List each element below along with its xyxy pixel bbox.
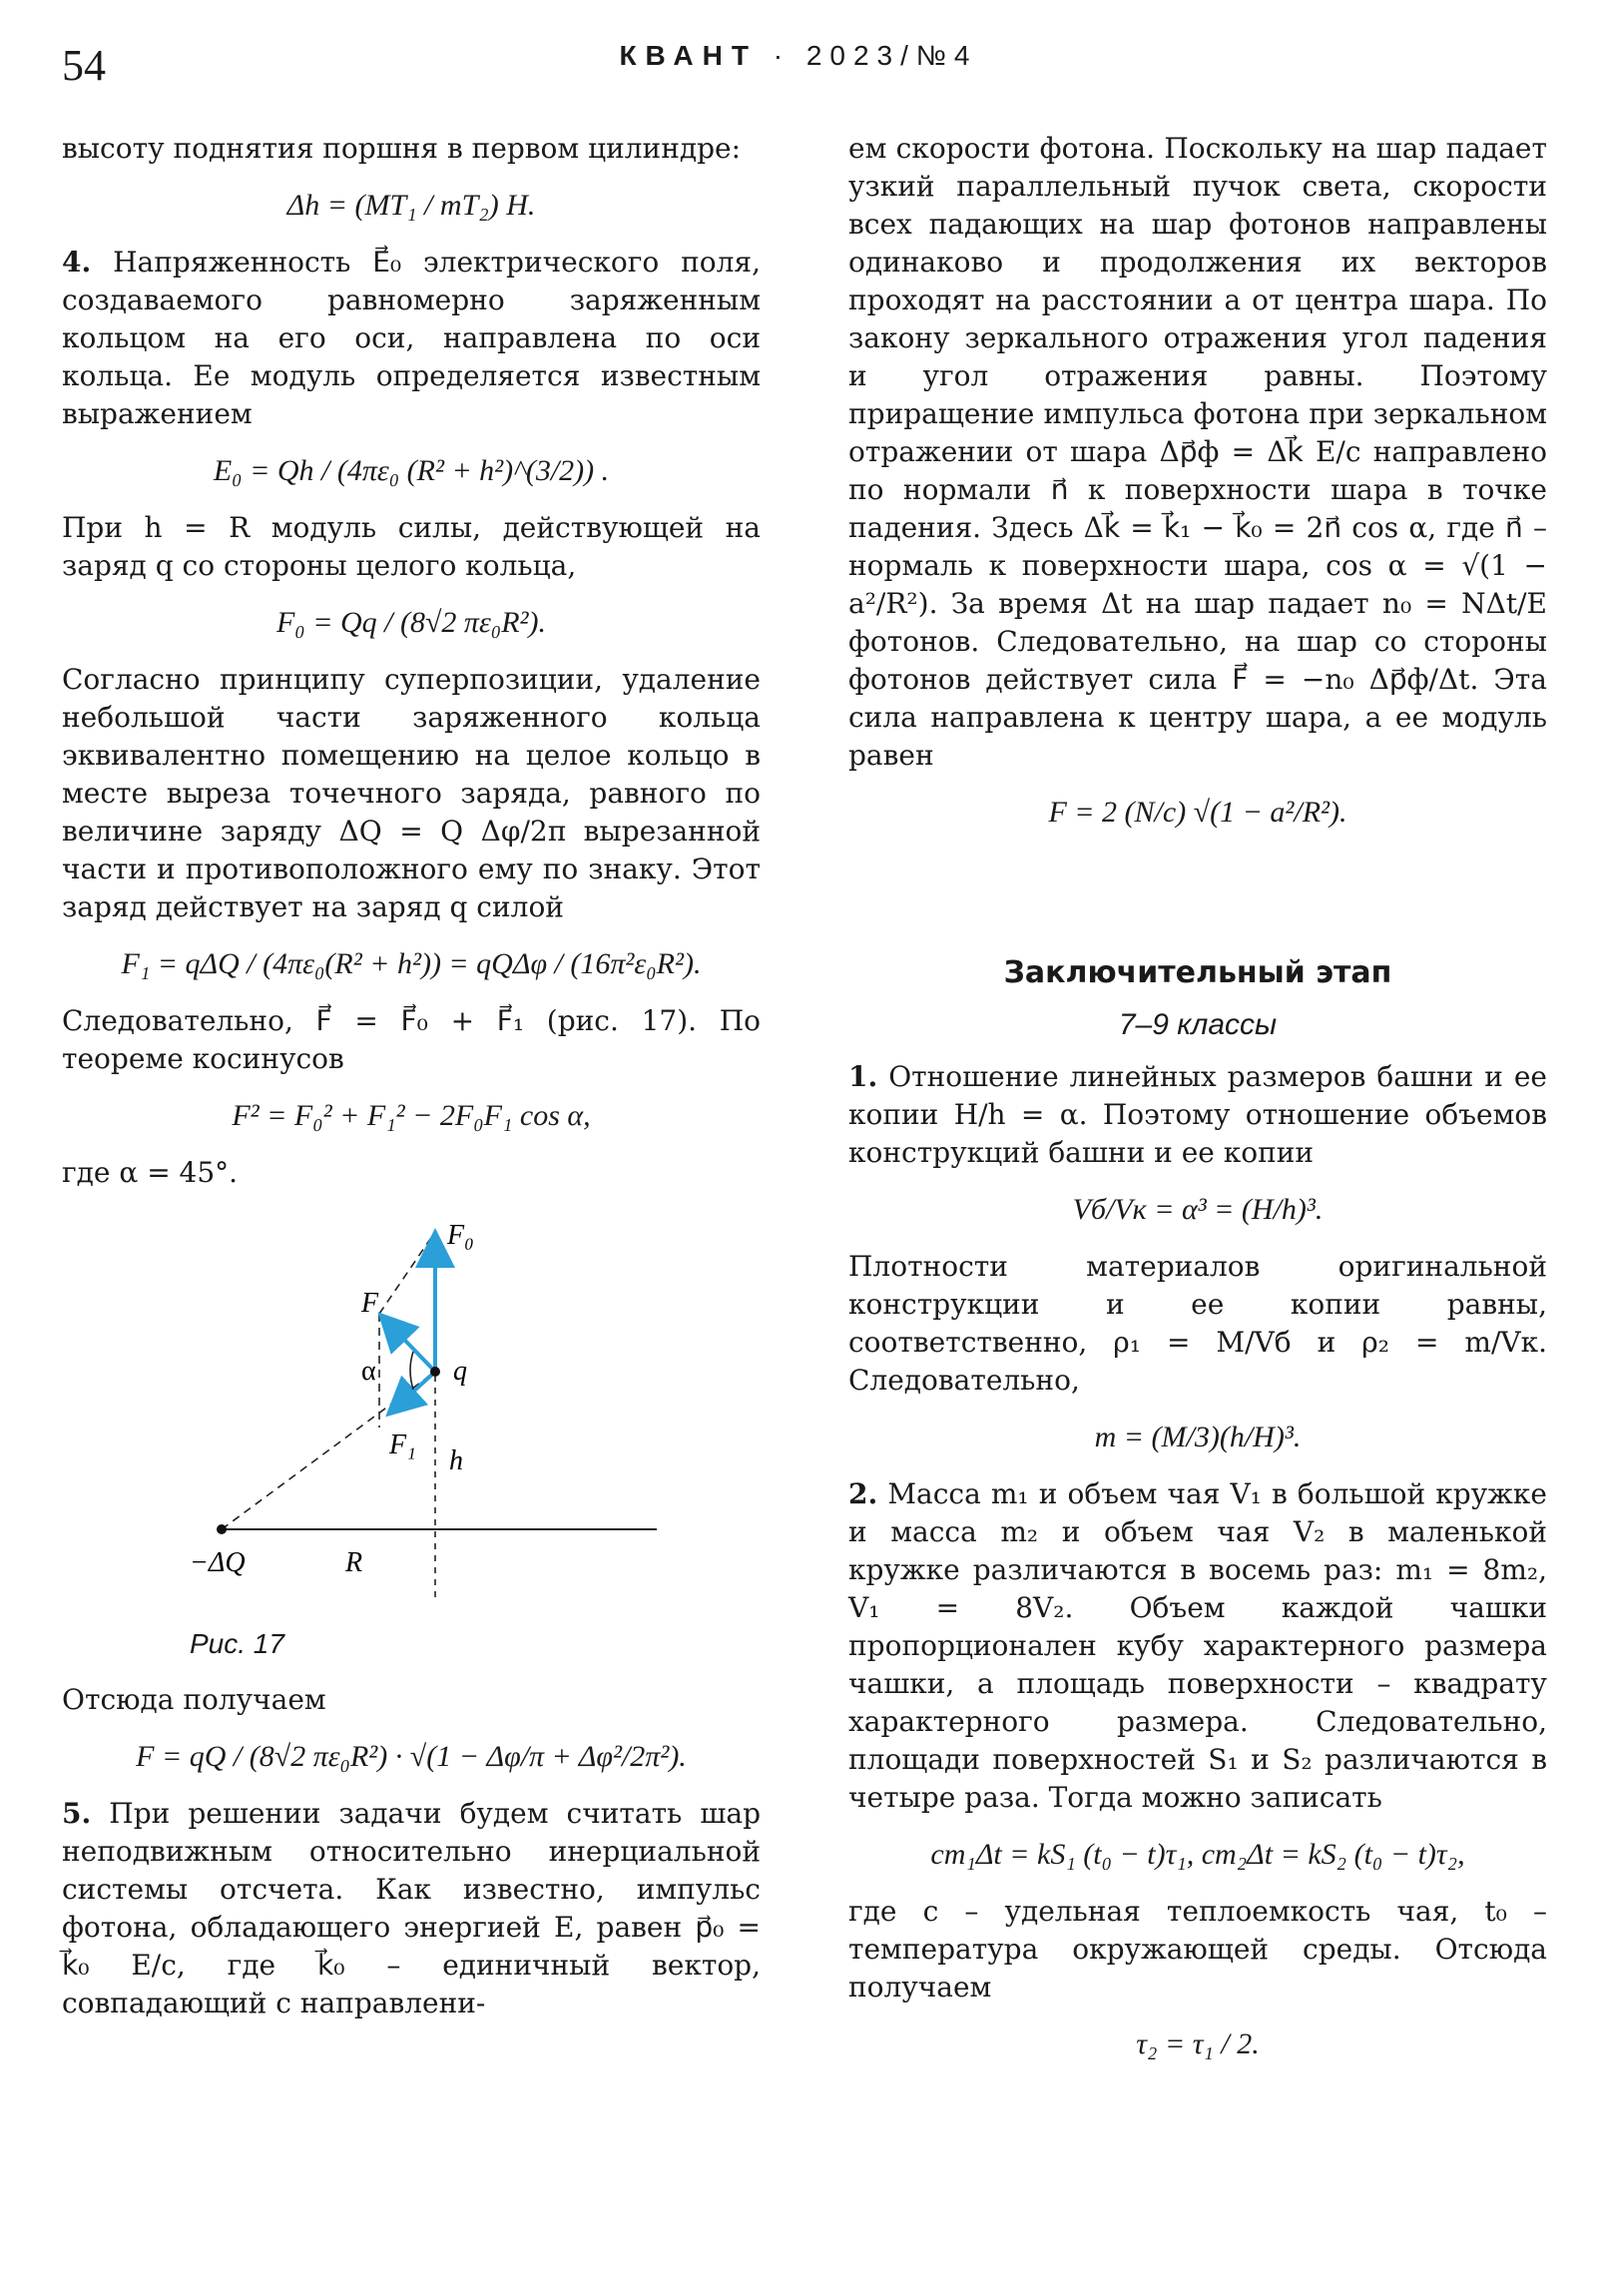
issue-number: 2023/№4 [805,40,978,71]
label-F: F [361,1288,379,1319]
figure-caption: Рис. 17 [190,1628,284,1659]
paragraph-text: Отношение линейных размеров башни и ее копии H/h = α. Поэтому отношение объемов конструкций башни и ее копии [848,1060,1547,1169]
paragraph: где c – удельная теплоемкость чая, t₀ – температура окружающей среды. Отсюда получаем [848,1895,1547,2004]
label-R: R [345,1547,363,1578]
formula-mass: m = (M/3)(h/H)³. [1094,1421,1302,1453]
formula-cosine-law: F² = F₀² + F₁² − 2F₀F₁ cos α, [232,1099,591,1132]
formula-delta-h: Δh = (MT₁ / mT₂) H. [286,189,536,222]
label-F1: F₁ [389,1430,416,1460]
problem-number: 5. [62,1797,92,1830]
formula-tau: τ₂ = τ₁ / 2. [1136,2027,1260,2060]
running-head [0,40,1597,72]
section-title: Заключительный этап [1003,955,1392,990]
paragraph: Плотности материалов оригинальной конструкции и ее копии равны, соответственно, ρ₁ = M/Vб и ρ₂ = m/Vк. Следовательно, [848,1250,1547,1397]
figure-17 [62,1202,761,1621]
problem-4-paragraph [62,244,761,433]
problem-number: 1. [848,1060,878,1093]
paragraph: ем скорости фотона. Поскольку на шар падает узкий параллельный пучок света, скорости всех падающих на шар фотонов направлены одинаково и продолжения их векторов проходят на расстоянии a от центра шара. По закону зеркального отражения угол падения и угол отражения равны. Поэтому приращение импульса фотона при зеркальном отражении от шара Δp⃗ф = Δk⃗ E/c направлено по нормали n⃗ к поверхности шара в точке падения. Здесь Δk⃗ = k⃗₁ − k⃗₀ = 2n⃗ cos α, где n⃗ – нормаль к поверхности шара, cos α = √(1 − a²/R²). За время Δt на шар падает n₀ = NΔt/E фотонов. Следовательно, на шар со стороны фотонов действует сила F⃗ = −n₀ Δp⃗ф/Δt. Эта сила направлена к центру шара, а ее модуль равен [848,132,1547,772]
angle-alpha-arc [410,1352,413,1390]
charge-dQ-point [217,1524,227,1534]
page-number: 54 [62,41,106,90]
paragraph: Отсюда получаем [62,1683,326,1716]
paragraph: Согласно принципу суперпозиции, удаление небольшой части заряженного кольца эквивалентно помещению на целое кольцо в месте выреза точечного заряда, равного по величине заряду ΔQ = Q Δφ/2π вырезанной части и противоположного ему по знаку. Этот заряд действует на заряд q силой [62,663,761,923]
problem-number: 4. [62,246,92,279]
header-separator: · [773,40,792,71]
vector-F [383,1318,435,1372]
charge-q-point [430,1367,440,1377]
formula-E0: E₀ = Qh / (4πε₀ (R² + h²)^(3/2)) . [213,454,610,487]
paragraph-text: При решении задачи будем считать шар неподвижным относительно инерциальной системы отсчета. Как известно, импульс фотона, обладающего энергией E, равен p⃗₀ = k⃗₀ E/c, где k⃗₀ – единичный вектор, совпадающий с направлени- [62,1797,761,2019]
journal-name: КВАНТ [619,40,758,71]
paragraph-text: Масса m₁ и объем чая V₁ в большой кружке и масса m₂ и объем чая V₂ в маленькой кружке различаются в восемь раз: m₁ = 8m₂, V₁ = 8V₂. Объем каждой чашки пропорционален кубу характерного размера чашки, а площадь поверхности – квадрату характерного размера. Следовательно, площади поверхностей S₁ и S₂ различаются в четыре раза. Тогда можно записать [848,1477,1547,1814]
formula-F0: F₀ = Qq / (8√2 πε₀R²). [275,606,547,639]
left-column [62,130,761,2022]
formula-volume-ratio: Vб/Vк = α³ = (H/h)³. [1072,1193,1324,1226]
paragraph: При h = R модуль силы, действующей на заряд q со стороны целого кольца, [62,511,761,582]
problem-2-paragraph [848,1475,1547,1817]
section-subtitle: 7–9 классы [1118,1008,1278,1041]
formula-F-photon: F = 2 (N/c) √(1 − a²/R²). [1048,796,1347,829]
paragraph: где α = 45°. [62,1156,239,1189]
problem-number: 2. [848,1477,878,1510]
label-dQ: −ΔQ [190,1547,246,1578]
right-column [848,130,1547,2082]
formula-heat: cm₁Δt = kS₁ (t₀ − t)τ₁, cm₂Δt = kS₂ (t₀ − t)τ₂, [930,1838,1465,1871]
label-F0: F₀ [447,1220,474,1251]
paragraph: Следовательно, F⃗ = F⃗₀ + F⃗₁ (рис. 17). По теореме косинусов [62,1004,761,1075]
dashed-parallelogram-top [379,1232,435,1314]
problem-1-paragraph [848,1058,1547,1172]
paragraph-text: Напряженность E⃗₀ электрического поля, создаваемого равномерно заряженным кольцом на его оси, направлена по оси кольца. Ее модуль определяется известным выражением [62,246,761,430]
vector-F1 [391,1372,435,1412]
formula-F1: F₁ = qΔQ / (4πε₀(R² + h²)) = qQΔφ / (16π²ε₀R²). [121,947,702,980]
formula-F-result: F = qQ / (8√2 πε₀R²) · √(1 − Δφ/π + Δφ²/2π²). [136,1740,687,1773]
label-h: h [449,1445,463,1476]
force-diagram [62,1202,761,1621]
label-alpha: α [361,1356,376,1387]
problem-5-paragraph [62,1795,761,2022]
paragraph: высоту поднятия поршня в первом цилиндре: [62,132,742,165]
label-q: q [453,1356,467,1387]
